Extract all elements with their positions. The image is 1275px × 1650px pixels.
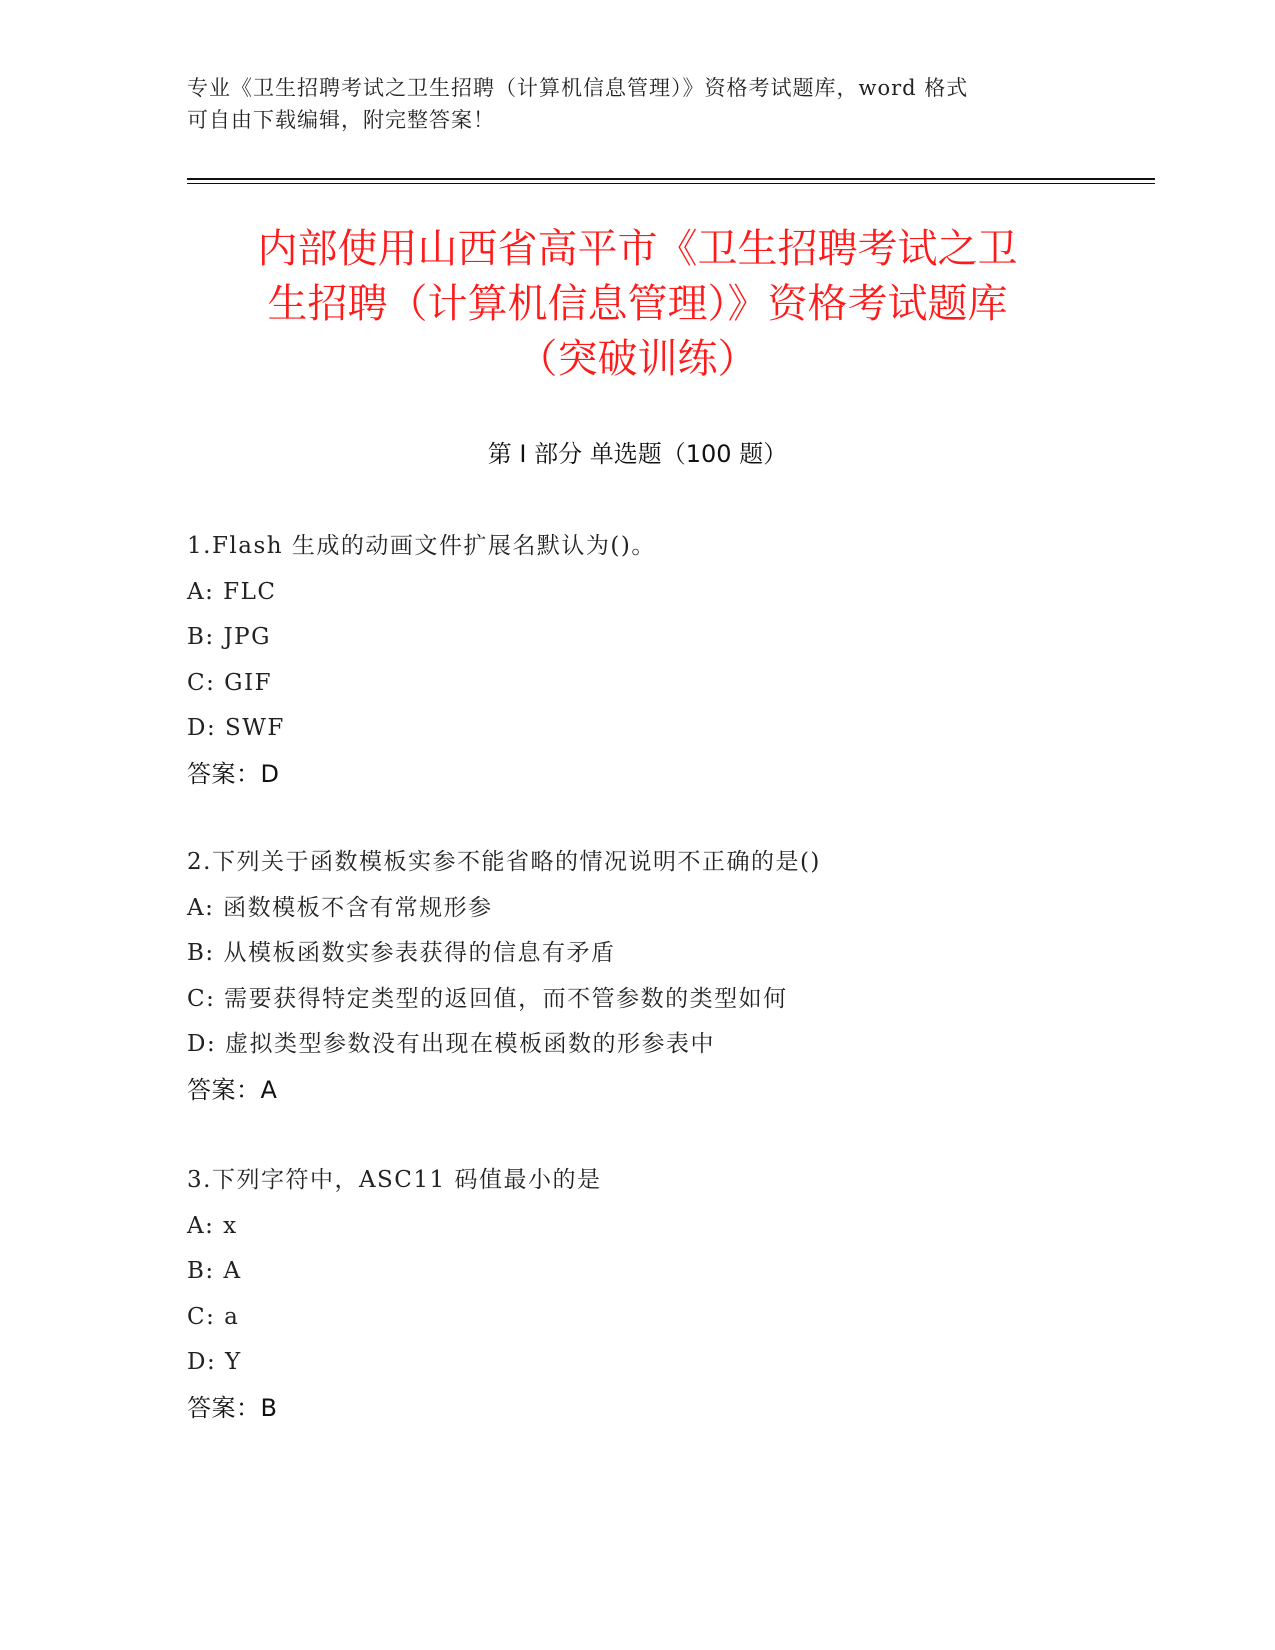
option-c: C: a: [187, 1303, 240, 1330]
question-1: [187, 524, 1137, 797]
option-a: A: x: [187, 1212, 238, 1239]
header-divider-thin: [187, 183, 1155, 184]
question-stem: 1.Flash 生成的动画文件扩展名默认为()。: [187, 533, 656, 559]
section-heading: 第 I 部分 单选题（100 题）: [487, 440, 788, 468]
title-line-2: 生招聘（计算机信息管理）》资格考试题库: [267, 281, 1008, 327]
option-b: B: A: [187, 1258, 242, 1284]
option-b: B: 从模板函数实参表获得的信息有矛盾: [187, 940, 616, 966]
document-title: [140, 222, 1135, 387]
header-divider-thick: [187, 178, 1155, 180]
document-intro: [187, 72, 1087, 136]
title-line-1: 内部使用山西省高平市《卫生招聘考试之卫: [257, 226, 1018, 272]
option-a: A: FLC: [187, 578, 277, 605]
answer: 答案：D: [187, 759, 280, 788]
question-stem: 2.下列关于函数模板实参不能省略的情况说明不正确的是(): [187, 849, 821, 875]
option-d: D: 虚拟类型参数没有出现在模板函数的形参表中: [187, 1031, 716, 1057]
option-c: C: GIF: [187, 669, 273, 696]
answer: 答案：A: [187, 1075, 278, 1104]
answer: 答案：B: [187, 1393, 278, 1422]
option-d: D: Y: [187, 1349, 242, 1375]
option-d: D: SWF: [187, 715, 285, 741]
option-a: A: 函数模板不含有常规形参: [187, 894, 493, 921]
intro-line-2: 可自由下载编辑，附完整答案！: [187, 108, 495, 132]
title-line-3: （突破训练）: [517, 336, 758, 382]
question-2: [187, 840, 1137, 1113]
intro-line-1: 专业《卫生招聘考试之卫生招聘（计算机信息管理）》资格考试题库，word 格式: [187, 76, 969, 100]
question-stem: 3.下列字符中，ASC11 码值最小的是: [187, 1167, 602, 1193]
question-3: [187, 1158, 1137, 1431]
option-c: C: 需要获得特定类型的返回值，而不管参数的类型如何: [187, 985, 788, 1012]
option-b: B: JPG: [187, 624, 272, 650]
